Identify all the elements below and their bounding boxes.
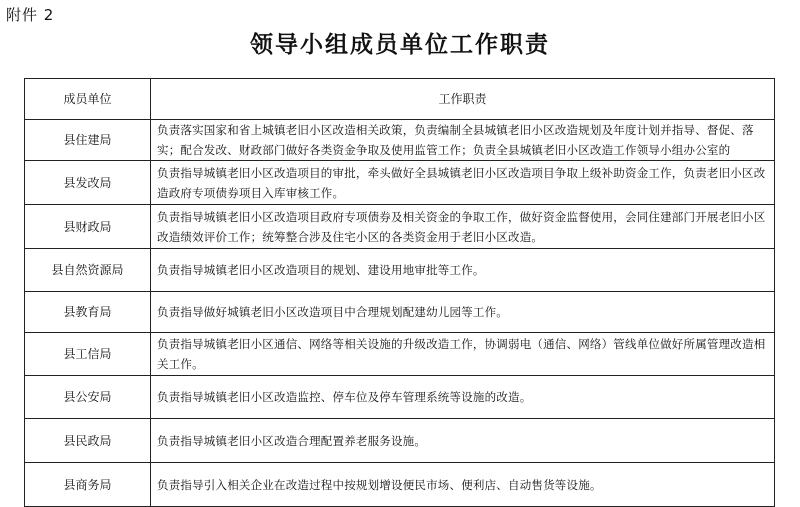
header-member-unit: 成员单位 xyxy=(25,79,151,120)
attachment-label: 附件 2 xyxy=(6,6,55,24)
table-row xyxy=(25,333,775,376)
duties-cell: 负责指导城镇老旧小区改造项目的规划、建设用地审批等工作。 xyxy=(151,249,775,292)
duties-cell: 负责指导城镇老旧小区改造项目的审批，牵头做好全县城镇老旧小区改造项目争取上级补助资金工作，负责老旧小区改造政府专项债券项目入库审核工作。 xyxy=(151,161,775,205)
duties-cell: 负责指导城镇老旧小区改造项目政府专项债券及相关资金的争取工作，做好资金监督使用，会同住建部门开展老旧小区改造绩效评价工作；统筹整合涉及住宅小区的各类资金用于老旧小区改造。 xyxy=(151,205,775,249)
duties-cell: 负责指导城镇老旧小区改造监控、停车位及停车管理系统等设施的改造。 xyxy=(151,376,775,419)
table-row xyxy=(25,463,775,507)
page-title: 领导小组成员单位工作职责 xyxy=(250,31,550,58)
unit-cell: 县自然资源局 xyxy=(25,249,151,292)
duties-cell: 负责指导做好城镇老旧小区改造项目中合理规划配建幼儿园等工作。 xyxy=(151,292,775,333)
duties-cell: 负责指导城镇老旧小区通信、网络等相关设施的升级改造工作，协调弱电（通信、网络）管线单位做好所属管理改造相关工作。 xyxy=(151,333,775,376)
duties-cell: 负责指导引入相关企业在改造过程中按规划增设便民市场、便利店、自动售货等设施。 xyxy=(151,463,775,507)
unit-cell: 县民政局 xyxy=(25,419,151,463)
unit-cell: 县住建局 xyxy=(25,120,151,161)
unit-cell: 县发改局 xyxy=(25,161,151,205)
unit-cell: 县公安局 xyxy=(25,376,151,419)
table-header-row xyxy=(25,79,775,120)
table-row xyxy=(25,120,775,161)
table-row xyxy=(25,205,775,249)
unit-cell: 县教育局 xyxy=(25,292,151,333)
unit-cell: 县财政局 xyxy=(25,205,151,249)
table-row xyxy=(25,249,775,292)
table-row xyxy=(25,161,775,205)
table-row xyxy=(25,376,775,419)
duties-cell: 负责指导城镇老旧小区改造合理配置养老服务设施。 xyxy=(151,419,775,463)
table-row xyxy=(25,419,775,463)
duties-cell: 负责落实国家和省上城镇老旧小区改造相关政策，负责编制全县城镇老旧小区改造规划及年度计划并指导、督促、落实；配合发改、财政部门做好各类资金争取及使用监管工作；负责全县城镇老旧小区改造工作领导小组办公室的 xyxy=(151,120,775,161)
table-row xyxy=(25,292,775,333)
unit-cell: 县工信局 xyxy=(25,333,151,376)
duties-table xyxy=(24,78,775,507)
unit-cell: 县商务局 xyxy=(25,463,151,507)
header-duties: 工作职责 xyxy=(151,79,775,120)
